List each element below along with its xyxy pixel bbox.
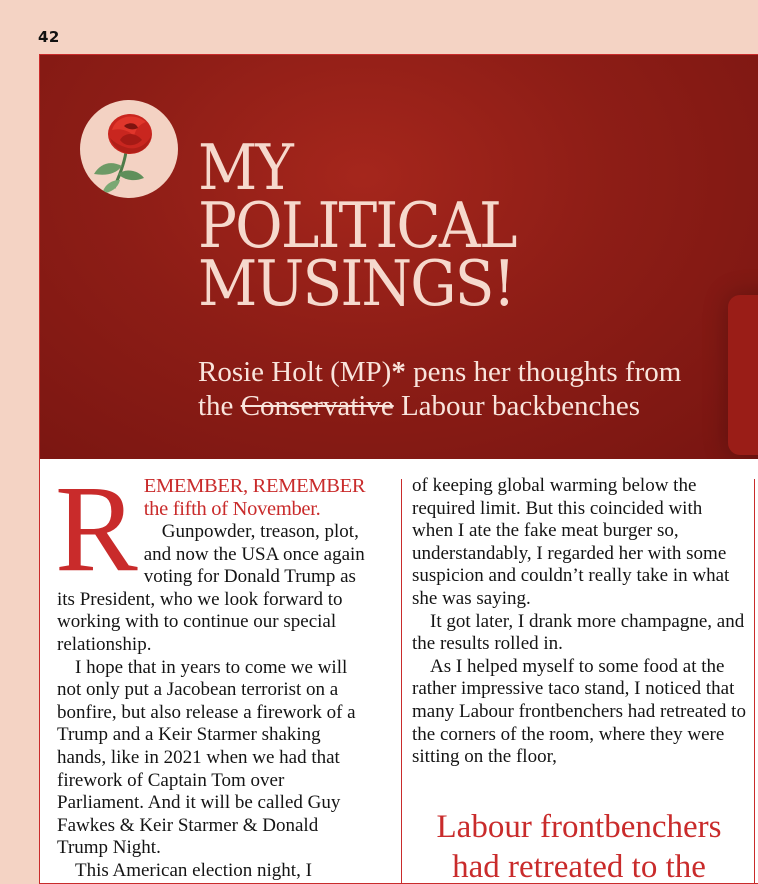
title-line: MY — [198, 131, 292, 204]
subtitle — [198, 355, 681, 423]
page-title — [198, 131, 516, 320]
article-column-right — [412, 475, 746, 769]
paragraph: of keeping global warming below the required limit. But this coincided with when I ate the fake meat burger so, understandably, I regarded her with some suspicion and couldn’t really take in what she was saying. — [412, 475, 730, 609]
kicker-line: EMEMBER, REMEMBER — [143, 475, 366, 497]
subtitle-prefix: the — [198, 390, 241, 422]
paragraph: This American election night, I — [75, 859, 312, 881]
decorative-shape — [728, 295, 758, 455]
byline: Rosie Holt (MP) — [198, 356, 392, 388]
rose-illustration — [80, 100, 178, 198]
drop-cap: R — [55, 460, 138, 597]
paragraph: Gunpowder, treason, plot, and now the USA once again voting for Donald Trump as its President, who we look forward to working with to continue our special relationship. — [57, 521, 365, 655]
article-column-left — [55, 460, 372, 883]
column-divider — [401, 479, 402, 884]
article-frame — [39, 54, 758, 884]
column-rule — [754, 479, 755, 884]
struck-word: Conservative — [240, 390, 394, 422]
title-line: POLITICAL — [198, 189, 516, 262]
paragraph: It got later, I drank more champagne, and the results rolled in. — [412, 610, 745, 655]
subtitle-after: Labour backbenches — [393, 390, 641, 422]
hero-banner — [40, 55, 758, 459]
asterisk: * — [391, 356, 406, 388]
subtitle-tail: pens her thoughts from — [405, 356, 682, 388]
paragraph: As I helped myself to some food at the rather impressive taco stand, I noticed that many Labour frontbenchers had retreated to the corners of the room, where they were sitting on the floor, — [412, 655, 746, 768]
page-number: 42 — [38, 28, 60, 46]
pull-quote: Labour frontbenchers had retreated to the — [436, 809, 722, 884]
paragraph: I hope that in years to come we will not only put a Jacobean terrorist on a bonfire, but also release a firework of a Trump and a Keir Starmer shaking hands, like in 2021 when we had that firework of Captain Tom over Parliament. And it will be called Guy Fawkes & Keir Starmer & Donald Trump Night. — [57, 656, 356, 859]
rose-icon — [80, 100, 178, 198]
title-line: MUSINGS! — [198, 247, 515, 320]
kicker-line: the fifth of November. — [143, 498, 321, 520]
